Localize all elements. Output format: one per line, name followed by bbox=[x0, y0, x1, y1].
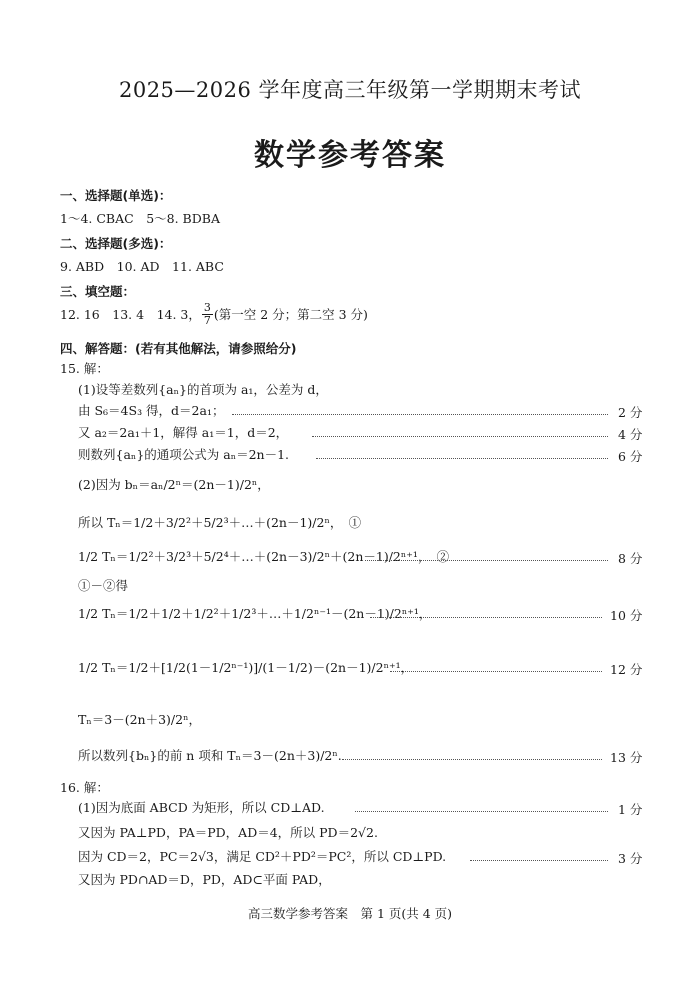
q15-score-2: 2 分 bbox=[618, 405, 643, 420]
q16-label: 16. 解： bbox=[60, 780, 109, 795]
fill-blank-answers bbox=[60, 302, 368, 327]
dot-leader bbox=[470, 860, 608, 861]
q15-line-4: 则数列{aₙ}的通项公式为 aₙ＝2n－1. bbox=[78, 447, 290, 462]
page-footer: 高三数学参考答案 第 1 页(共 4 页) bbox=[247, 906, 453, 921]
dot-leader bbox=[390, 671, 602, 672]
section-title-fill-blank: 三、填空题： bbox=[60, 284, 136, 299]
q15-line-8: ①－②得 bbox=[78, 578, 129, 593]
q15-line-5: (2)因为 bₙ＝aₙ/2ⁿ＝(2n－1)/2ⁿ， bbox=[78, 477, 270, 492]
dot-leader bbox=[232, 414, 608, 415]
dot-leader bbox=[312, 436, 608, 437]
multi-choice-answers: 9. ABD 10. AD 11. ABC bbox=[60, 259, 224, 274]
q15-score-4: 4 分 bbox=[618, 427, 643, 442]
dot-leader bbox=[316, 458, 608, 459]
single-choice-answers: 1～4. CBAC 5～8. BDBA bbox=[60, 211, 220, 226]
fraction-3-7 bbox=[202, 302, 213, 327]
q15-line-12: 所以数列{bₙ}的前 n 项和 Tₙ＝3－(2n＋3)/2ⁿ. bbox=[78, 748, 342, 763]
q15-line-7: 1/2 Tₙ＝1/2²＋3/2³＋5/2⁴＋…＋(2n－3)/2ⁿ＋(2n－1)/2ⁿ⁺¹， ② bbox=[78, 549, 450, 564]
q15-score-6: 6 分 bbox=[618, 449, 643, 464]
q15-label: 15. 解： bbox=[60, 361, 109, 376]
q15-line-1: (1)设等差数列{aₙ}的首项为 a₁，公差为 d， bbox=[78, 382, 328, 397]
q15-score-13: 13 分 bbox=[610, 750, 643, 765]
q16-line-4: 又因为 PD∩AD＝D，PD，AD⊂平面 PAD， bbox=[78, 872, 331, 887]
section-title-solutions: 四、解答题：(若有其他解法，请参照给分) bbox=[60, 341, 297, 356]
q15-line-11: Tₙ＝3－(2n＋3)/2ⁿ， bbox=[78, 712, 201, 727]
section-title-multi-choice: 二、选择题(多选)： bbox=[60, 236, 172, 251]
dot-leader bbox=[355, 811, 608, 812]
fill-blank-scoring: (第一空 2 分；第二空 3 分) bbox=[213, 306, 368, 322]
q15-line-6: 所以 Tₙ＝1/2＋3/2²＋5/2³＋…＋(2n－1)/2ⁿ， ① bbox=[78, 515, 362, 530]
q16-line-1: (1)因为底面 ABCD 为矩形，所以 CD⊥AD. bbox=[78, 800, 325, 815]
q15-line-3: 又 a₂＝2a₁＋1，解得 a₁＝1，d＝2， bbox=[78, 425, 289, 440]
q15-score-8: 8 分 bbox=[618, 551, 643, 566]
q15-score-12: 12 分 bbox=[610, 662, 643, 677]
dot-leader bbox=[342, 759, 602, 760]
q15-score-10: 10 分 bbox=[610, 608, 643, 623]
section-title-single-choice: 一、选择题(单选)： bbox=[60, 188, 172, 203]
q16-line-3: 因为 CD＝2，PC＝2√3，满足 CD²＋PD²＝PC²，所以 CD⊥PD. bbox=[78, 849, 447, 864]
dot-leader bbox=[370, 617, 602, 618]
page-title: 2025—2026 学年度高三年级第一学期期末考试 bbox=[118, 78, 582, 102]
q15-line-10: 1/2 Tₙ＝1/2＋[1/2(1－1/2ⁿ⁻¹)]/(1－1/2)－(2n－1)/2ⁿ⁺¹， bbox=[78, 660, 414, 675]
fraction-denominator: 7 bbox=[203, 314, 211, 327]
q15-line-2: 由 S₆＝4S₃ 得，d＝2a₁； bbox=[78, 403, 225, 418]
q16-score-3: 3 分 bbox=[618, 851, 643, 866]
fraction-numerator: 3 bbox=[203, 301, 211, 314]
q16-score-1: 1 分 bbox=[618, 802, 643, 817]
page-subtitle: 数学参考答案 bbox=[254, 138, 446, 173]
q16-line-2: 又因为 PA⊥PD，PA＝PD，AD＝4，所以 PD＝2√2. bbox=[78, 825, 378, 840]
fill-blank-values: 12. 16 13. 4 14. 3， bbox=[60, 306, 201, 322]
q15-line-9: 1/2 Tₙ＝1/2＋1/2＋1/2²＋1/2³＋…＋1/2ⁿ⁻¹－(2n－1)/2ⁿ⁺¹， bbox=[78, 606, 432, 621]
dot-leader bbox=[365, 560, 608, 561]
